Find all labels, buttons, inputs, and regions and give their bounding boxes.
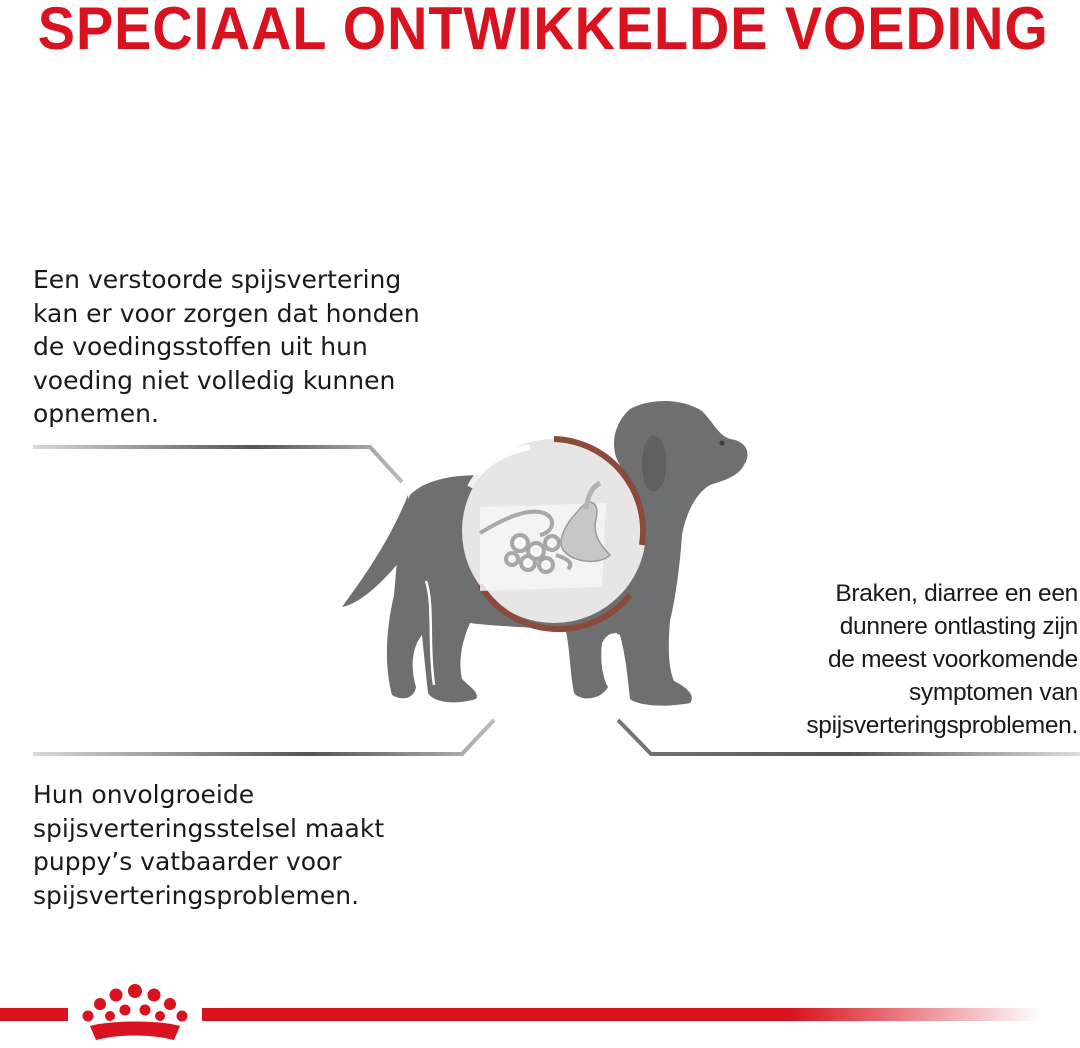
text-line: de voedingsstoffen uit hun	[33, 332, 368, 361]
text-line: Braken, diarree en een	[835, 580, 1078, 607]
text-line: de meest voorkomende	[827, 646, 1078, 673]
text-line: Hun onvolgroeide	[33, 780, 255, 809]
text-symptoms	[748, 577, 1078, 742]
royal-canin-crown-logo	[70, 982, 200, 1046]
text-line: spijsverteringsproblemen.	[33, 880, 360, 910]
text-line: kan er voor zorgen dat honden	[33, 298, 420, 328]
text-line: puppy’s vatbaarder voor	[33, 847, 342, 876]
text-immature-digestive-system	[33, 778, 473, 912]
text-line: Een verstoorde spijsvertering	[33, 265, 402, 294]
text-line: spijsverteringsstelsel maakt	[33, 813, 385, 843]
callout-line-bottom-left	[33, 720, 494, 754]
text-line: opnemen.	[33, 399, 159, 428]
text-line: spijsverteringsproblemen.	[806, 712, 1078, 739]
text-line: symptomen van	[908, 679, 1078, 706]
puppy-digestive-system-icon	[330, 395, 760, 725]
page-title: SPECIAAL ONTWIKKELDE VOEDING	[37, 0, 1049, 62]
text-line: dunnere ontlasting zijn	[839, 613, 1078, 640]
text-line: voeding niet volledig kunnen	[33, 365, 396, 395]
text-digestion-absorption	[33, 263, 473, 431]
